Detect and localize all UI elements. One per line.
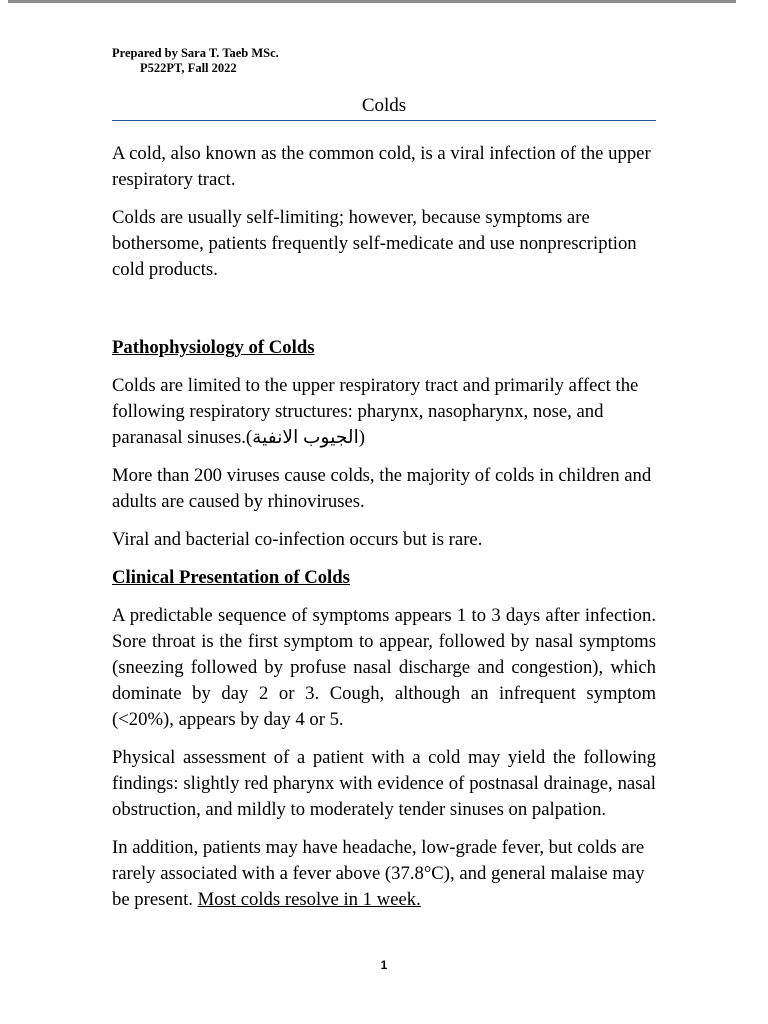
clinical-paragraph-2: Physical assessment of a patient with a cold may yield the following findings: slightly red pharynx with evidence of postnasal drainage, nasal obstruction, and mildly to moderately tender sinuses on palpation. — [112, 747, 656, 820]
pathophysiology-paragraph-1-text: Colds are limited to the upper respiratory tract and primarily affect the following respiratory structures: pharynx, nasopharynx, nose, and paranasal sinuses. — [112, 375, 639, 448]
intro-paragraph-2: Colds are usually self-limiting; however, because symptoms are bothersome, patients frequently self-medicate and use nonprescription cold products. — [112, 207, 637, 280]
clinical-paragraph-3-text: In addition, patients may have headache, low-grade fever, but colds are rarely associated with a fever above (37.8°C), and general malaise may be present. — [112, 837, 645, 910]
pathophysiology-heading: Pathophysiology of Colds — [112, 337, 315, 358]
intro-paragraph-1: A cold, also known as the common cold, is a viral infection of the upper respiratory tract. — [112, 143, 651, 190]
document-title: Colds — [361, 95, 407, 116]
document-body — [112, 141, 656, 925]
clinical-presentation-heading: Clinical Presentation of Colds — [112, 567, 350, 588]
clinical-paragraph-1: A predictable sequence of symptoms appears 1 to 3 days after infection. Sore throat is the first symptom to appear, followed by nasal symptoms (sneezing followed by profuse nasal discharge and congestion), which dominate by day 2 or 3. Cough, although an infrequent symptom (<20%), appears by day 4 or 5. — [112, 605, 656, 730]
section-spacer — [112, 295, 656, 335]
page-number: 1 — [380, 958, 388, 972]
pathophysiology-paragraph-3: Viral and bacterial co-infection occurs but is rare. — [112, 529, 483, 550]
title-underline-rule — [112, 120, 656, 121]
page-top-border — [8, 0, 736, 3]
pathophysiology-paragraph-1 — [112, 373, 656, 451]
pathophysiology-paragraph-2: More than 200 viruses cause colds, the majority of colds in children and adults are caused by rhinoviruses. — [112, 465, 652, 512]
course-line: P522PT, Fall 2022 — [140, 61, 237, 75]
clinical-paragraph-3 — [112, 835, 656, 913]
author-line: Prepared by Sara T. Taeb MSc. — [112, 46, 279, 60]
document-header — [112, 46, 279, 76]
arabic-term: (الجيوب الانفية) — [245, 427, 366, 448]
clinical-paragraph-3-emphasis: Most colds resolve in 1 week. — [197, 889, 421, 910]
